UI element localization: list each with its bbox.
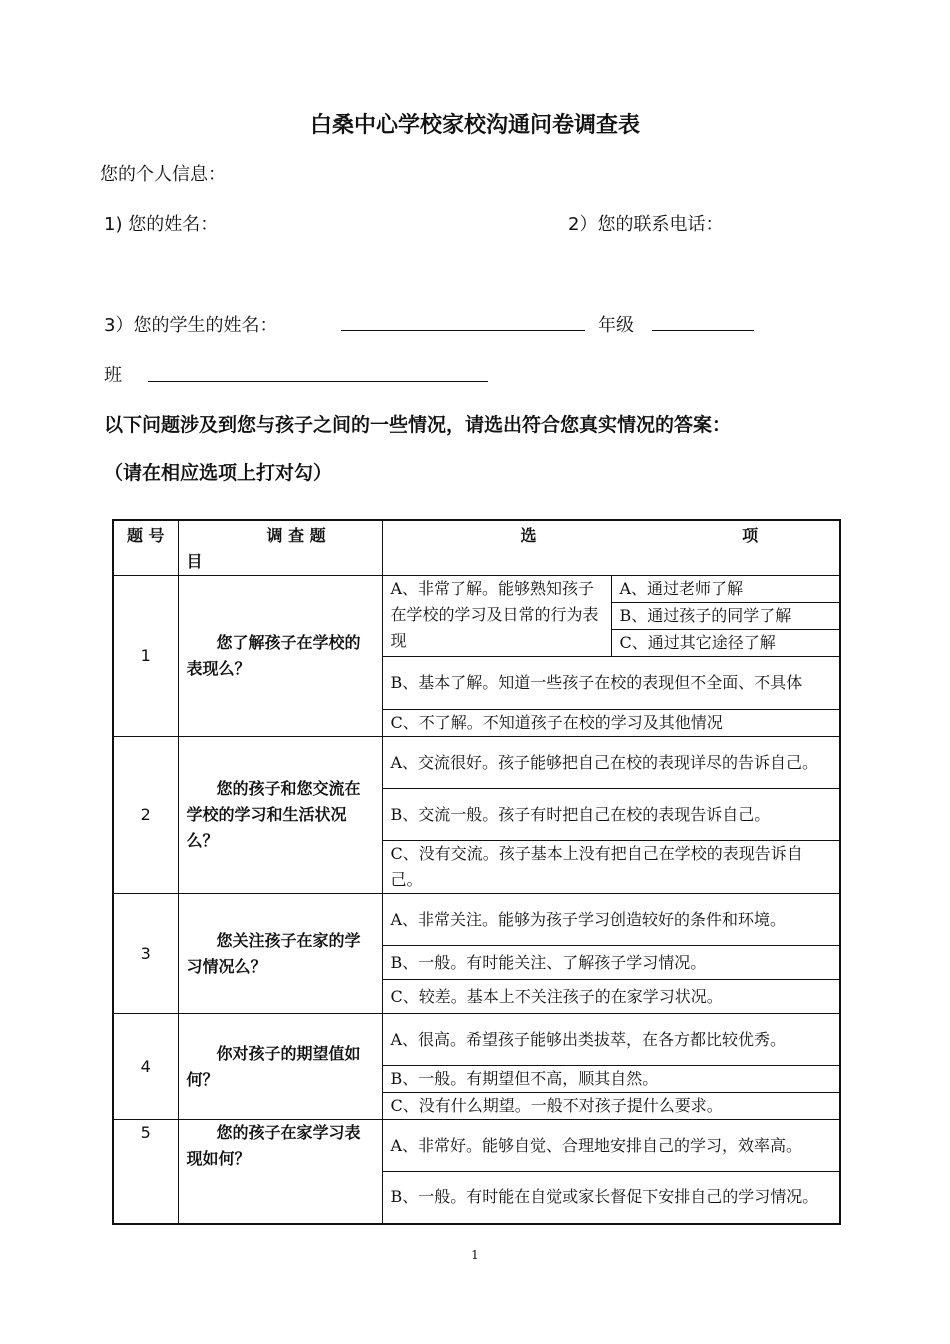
table-row bbox=[113, 1120, 840, 1172]
header-options-part-a: 选 bbox=[520, 526, 537, 545]
question-text-content: 您了解孩子在学校的表现么？ bbox=[186, 633, 361, 678]
question-text-content: 您关注孩子在家的学习情况么？ bbox=[186, 930, 361, 976]
option-a-sub-3[interactable]: C、通过其它途径了解 bbox=[611, 630, 840, 657]
question-text bbox=[178, 576, 382, 737]
table-row bbox=[113, 576, 840, 603]
header-options bbox=[382, 520, 840, 576]
question-text bbox=[178, 1120, 382, 1224]
page-number: 1 bbox=[471, 1248, 479, 1262]
question-text-content: 您的孩子在家学习表现如何？ bbox=[186, 1123, 361, 1168]
table-row bbox=[113, 737, 840, 789]
option-c[interactable]: C、没有什么期望。一般不对孩子提什么要求。 bbox=[382, 1093, 840, 1120]
option-c[interactable]: C、不了解。不知道孩子在校的学习及其他情况 bbox=[382, 710, 840, 737]
question-text bbox=[178, 1014, 382, 1120]
option-a[interactable]: A、非常关注。能够为孩子学习创造较好的条件和环境。 bbox=[382, 894, 840, 946]
header-options-part-b: 项 bbox=[742, 526, 759, 545]
table-row bbox=[113, 1014, 840, 1066]
option-b[interactable]: B、基本了解。知道一些孩子在校的表现但不全面、不具体 bbox=[382, 657, 840, 710]
option-a-sub-1[interactable]: A、通过老师了解 bbox=[611, 576, 840, 603]
option-a[interactable]: A、非常好。能够自觉、合理地安排自己的学习，效率高。 bbox=[382, 1120, 840, 1172]
student-name-label: 3）您的学生的姓名： bbox=[104, 315, 278, 336]
student-name-line[interactable] bbox=[341, 329, 585, 331]
option-c[interactable]: C、没有交流。孩子基本上没有把自己在学校的表现告诉自己。 bbox=[382, 841, 840, 894]
question-text-content: 您的孩子和您交流在学校的学习和生活状况么？ bbox=[186, 779, 361, 850]
header-question-part-b: 目 bbox=[186, 552, 203, 571]
option-a-sub-2[interactable]: B、通过孩子的同学了解 bbox=[611, 603, 840, 630]
table-row bbox=[113, 894, 840, 946]
phone-field-label: 2）您的联系电话： bbox=[568, 214, 724, 235]
question-text-content: 你对孩子的期望值如何？ bbox=[186, 1043, 361, 1089]
question-number: 3 bbox=[113, 894, 178, 1014]
instruction-text: 以下问题涉及到您与孩子之间的一些情况，请选出符合您真实情况的答案： bbox=[104, 414, 732, 436]
table-header-row bbox=[113, 520, 840, 576]
option-b[interactable]: B、一般。有期望但不高，顺其自然。 bbox=[382, 1066, 840, 1093]
option-a[interactable]: A、交流很好。孩子能够把自己在校的表现详尽的告诉自己。 bbox=[382, 737, 840, 789]
question-number: 2 bbox=[113, 737, 178, 894]
class-line[interactable] bbox=[148, 380, 488, 382]
question-number: 4 bbox=[113, 1014, 178, 1120]
question-number: 5 bbox=[113, 1120, 178, 1224]
option-b[interactable]: B、一般。有时能在自觉或家长督促下安排自己的学习情况。 bbox=[382, 1172, 840, 1224]
option-b[interactable]: B、交流一般。孩子有时把自己在校的表现告诉自己。 bbox=[382, 789, 840, 841]
question-number: 1 bbox=[113, 576, 178, 737]
option-a[interactable]: A、很高。希望孩子能够出类拔萃，在各方都比较优秀。 bbox=[382, 1014, 840, 1066]
option-c[interactable]: C、较差。基本上不关注孩子的在家学习状况。 bbox=[382, 980, 840, 1014]
instruction-note: （请在相应选项上打对勾） bbox=[104, 462, 333, 484]
grade-label: 年级 bbox=[598, 315, 634, 336]
page-title: 白桑中心学校家校沟通问卷调查表 bbox=[309, 113, 640, 138]
header-question bbox=[178, 520, 382, 576]
option-b[interactable]: B、一般。有时能关注、了解孩子学习情况。 bbox=[382, 946, 840, 980]
option-a[interactable]: A、非常了解。能够熟知孩子在学校的学习及日常的行为表现 bbox=[382, 576, 611, 657]
survey-table bbox=[112, 519, 841, 1225]
header-question-part-a: 调 查 题 bbox=[266, 526, 326, 545]
grade-line[interactable] bbox=[652, 329, 754, 331]
question-text bbox=[178, 737, 382, 894]
header-number: 题 号 bbox=[113, 520, 178, 576]
name-field-label: 1) 您的姓名： bbox=[104, 214, 219, 235]
personal-info-label: 您的个人信息： bbox=[100, 164, 226, 185]
class-label: 班 bbox=[104, 365, 122, 386]
question-text bbox=[178, 894, 382, 1014]
